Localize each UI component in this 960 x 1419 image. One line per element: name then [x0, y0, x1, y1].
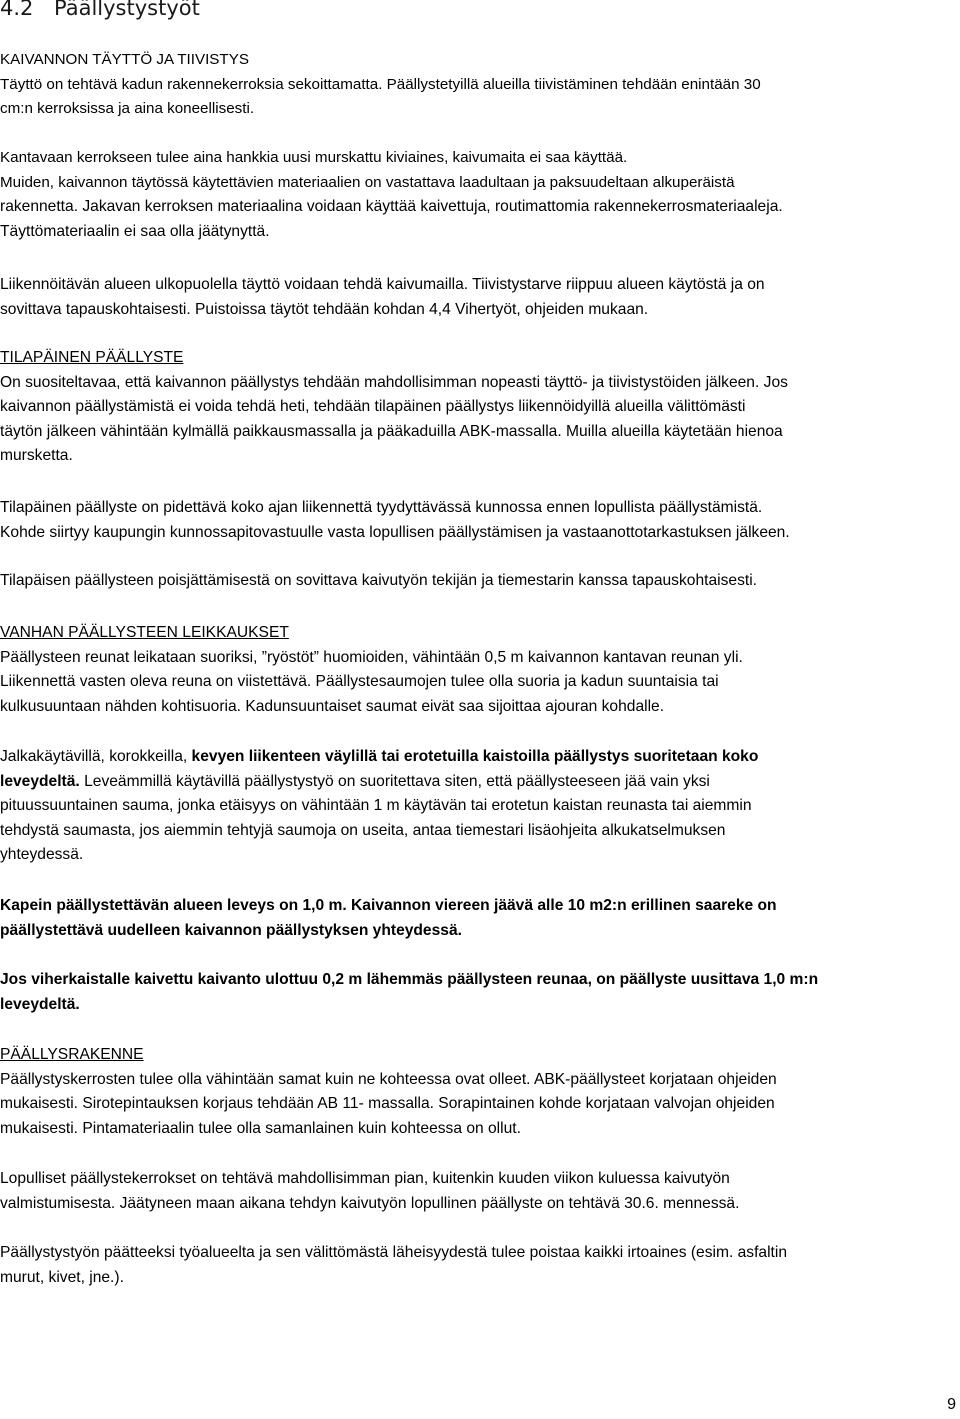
text-line: kaivannon päällystämistä ei voida tehdä heti, tehdään tilapäinen päällystys liikennöidyillä alueilla välittömästi	[0, 398, 746, 416]
text-line: leveydeltä.	[0, 995, 80, 1013]
subheading-rakenne: PÄÄLLYSRAKENNE	[0, 1046, 144, 1063]
paragraph	[0, 745, 956, 868]
paragraph	[0, 1167, 956, 1216]
text-line: Kohde siirtyy kaupungin kunnossapitovastuulle vasta lopullisen päällystämisen ja vastaanottotarkastuksen jälkeen.	[0, 523, 790, 541]
text-bold: leveydeltä.	[0, 772, 80, 790]
text-line: Täyttömateriaalin ei saa olla jäätynyttä.	[0, 222, 270, 240]
text-line: Tilapäinen päällyste on pidettävä koko ajan liikennettä tyydyttävässä kunnossa ennen lopullista päällystämistä.	[0, 499, 763, 516]
section-rakenne	[0, 1043, 956, 1141]
section-number: 4.2	[0, 0, 34, 20]
text-line: Jos viherkaistalle kaivettu kaivanto ulottuu 0,2 m lähemmäs päällysteen reunaa, on päällyste uusittava 1,0 m:n	[0, 971, 819, 988]
text-line	[0, 770, 956, 795]
paragraph	[0, 1241, 956, 1290]
section-leikkaukset	[0, 621, 956, 719]
text-line: Liikennettä vasten oleva reuna on viistettävä. Päällystesaumojen tulee olla suoria ja kadun suuntaisia tai	[0, 673, 719, 691]
text-line: pituussuuntainen sauma, jonka etäisyys on vähintään 1 m käytävän tai erotetun kaistan reunasta tai aiemmin	[0, 797, 752, 815]
text-line: Liikennöitävän alueen ulkopuolella täyttö voidaan tehdä kaivumailla. Tiivistystarve riippuu alueen käytöstä ja on	[0, 276, 765, 293]
text-line: mukaisesti. Pintamateriaalin tulee olla samanlainen kuin kohteessa on ollut.	[0, 1119, 521, 1137]
subheading-leikkaukset: VANHAN PÄÄLLYSTEEN LEIKKAUKSET	[0, 624, 289, 641]
subheading-kaivanto: KAIVANNON TÄYTTÖ JA TIIVISTYS	[0, 51, 249, 68]
section-kaivanto	[0, 48, 956, 122]
text-line: mursketta.	[0, 447, 73, 465]
text-line: täytön jälkeen vähintään kylmällä paikkausmassalla ja pääkaduilla ABK-massalla. Muilla alueilla käytetään hienoa	[0, 422, 783, 440]
section-heading	[0, 0, 200, 20]
text-line: murut, kivet, jne.).	[0, 1268, 124, 1286]
paragraph	[0, 146, 956, 244]
subheading-tilapainen: TILAPÄINEN PÄÄLLYSTE	[0, 349, 184, 366]
text-line: Päällysteen reunat leikataan suoriksi, ”ryöstöt” huomioiden, vähintään 0,5 m kaivannon kantavan reunan yli.	[0, 648, 743, 666]
paragraph	[0, 894, 956, 943]
text-line: mukaisesti. Sirotepintauksen korjaus tehdään AB 11- massalla. Sorapintainen kohde korjataan valvojan ohjeiden	[0, 1095, 775, 1113]
text-line: Kantavaan kerrokseen tulee aina hankkia uusi murskattu kiviaines, kaivumaita ei saa käyttää.	[0, 149, 628, 166]
text-line: tehdystä saumasta, jos aiemmin tehtyjä saumoja on useita, antaa tiemestari lisäohjeita alkukatselmuksen	[0, 821, 726, 839]
text-line: päällystettävä uudelleen kaivannon päällystyksen yhteydessä.	[0, 921, 462, 939]
paragraph	[0, 273, 956, 322]
text-line: valmistumisesta. Jäätyneen maan aikana tehdyn kaivutyön lopullinen päällyste on tehtävä 30.6. mennessä.	[0, 1194, 740, 1212]
text-line: kulkusuuntaan nähden kohtisuoria. Kadunsuuntaiset saumat eivät saa sijoittaa ajouran kohdalle.	[0, 697, 665, 715]
text-line: On suositeltavaa, että kaivannon päällystys tehdään mahdollisimman nopeasti täyttö- ja tiivistystöiden jälkeen. Jos	[0, 373, 788, 391]
paragraph	[0, 569, 956, 594]
paragraph	[0, 496, 956, 545]
section-title: Päällystystyöt	[54, 0, 200, 20]
text-normal: Leveämmillä käytävillä päällystystyö on suoritettava siten, että päällysteeseen jää vain yksi	[79, 772, 710, 790]
text-line: Päällystystyön päätteeksi työalueelta ja sen välittömästä läheisyydestä tulee poistaa kaikki irtoaines (esim. asfaltin	[0, 1244, 788, 1261]
text-line: yhteydessä.	[0, 846, 84, 864]
text-line: cm:n kerroksissa ja aina koneellisesti.	[0, 100, 255, 118]
text-line: Kapein päällystettävän alueen leveys on 1,0 m. Kaivannon viereen jäävä alle 10 m2:n erillinen saareke on	[0, 897, 777, 914]
text-line: Tilapäisen päällysteen poisjättämisestä on sovittava kaivutyön tekijän ja tiemestarin kanssa tapauskohtaisesti.	[0, 572, 757, 589]
paragraph	[0, 968, 956, 1017]
text-line	[0, 745, 956, 770]
text-bold: kevyen liikenteen väylillä tai erotetuilla kaistoilla päällystys suoritetaan koko	[191, 748, 759, 765]
text-line: Päällystyskerrosten tulee olla vähintään samat kuin ne kohteessa ovat olleet. ABK-päällysteet korjataan ohjeiden	[0, 1070, 777, 1088]
text-normal: Jalkakäytävillä, korokkeilla,	[0, 748, 192, 765]
section-tilapainen	[0, 346, 956, 469]
text-line: Lopulliset päällystekerrokset on tehtävä mahdollisimman pian, kuitenkin kuuden viikon kuluessa kaivutyön	[0, 1170, 730, 1187]
page-number: 9	[947, 1396, 956, 1413]
text-line: Muiden, kaivannon täytössä käytettävien materiaalien on vastattava laadultaan ja paksuudeltaan alkuperäistä	[0, 173, 735, 191]
text-line: Täyttö on tehtävä kadun rakennekerroksia sekoittamatta. Päällystetyillä alueilla tiivistäminen tehdään enintään 30	[0, 75, 761, 93]
text-line: sovittava tapauskohtaisesti. Puistoissa täytöt tehdään kohdan 4,4 Vihertyöt, ohjeiden mukaan.	[0, 300, 649, 318]
text-line: rakennetta. Jakavan kerroksen materiaalina voidaan käyttää kaivettuja, routimattomia rakennekerrosmateriaaleja.	[0, 198, 783, 216]
